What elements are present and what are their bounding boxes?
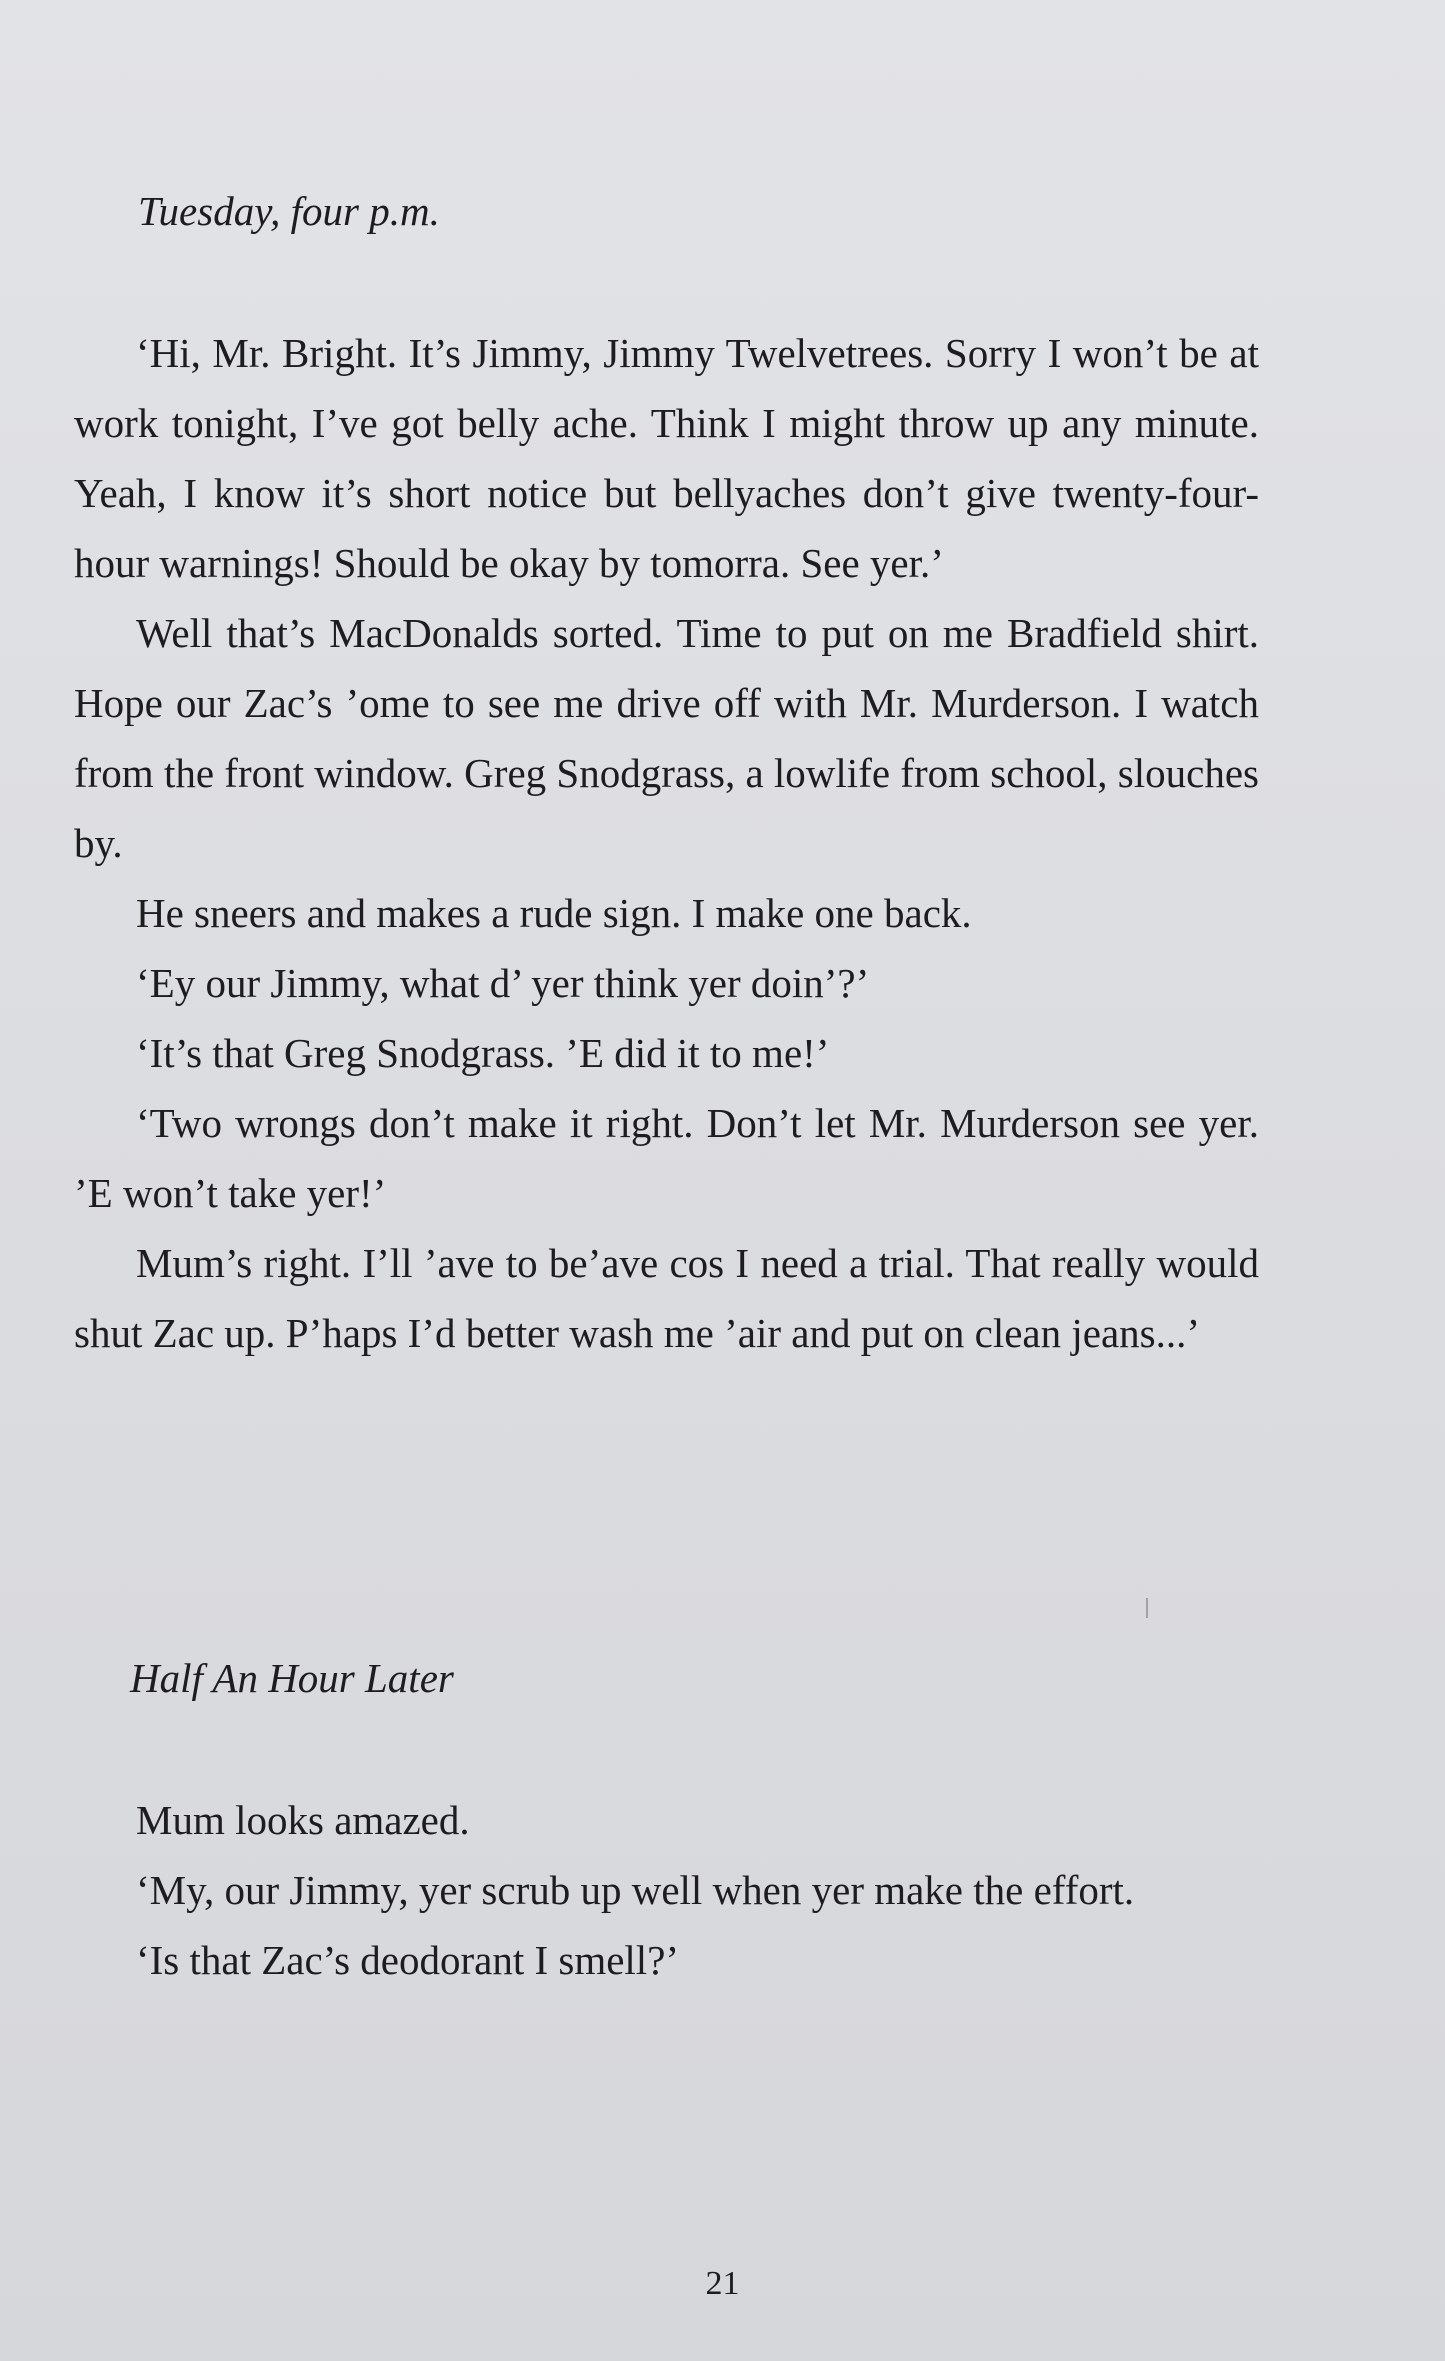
paragraph: ‘Ey our Jimmy, what d’ yer think yer doin’?’ [136, 960, 870, 1006]
page-number: 21 [705, 2265, 740, 2302]
section-body [74, 1785, 1259, 1995]
paragraph: He sneers and makes a rude sign. I make one back. [136, 890, 972, 936]
paragraph: ‘Two wrongs don’t make it right. Don’t let Mr. Murderson see yer. ’E won’t take yer!’ [74, 1100, 1259, 1216]
paragraph: ‘Hi, Mr. Bright. It’s Jimmy, Jimmy Twelvetrees. Sorry I won’t be at work tonight, I’ve got belly ache. Think I might throw up any minute. Yeah, I know it’s short notice but bellyaches don’t give twenty-four-hour warnings! Should be okay by tomorra. See yer.’ [74, 330, 1259, 586]
paragraph: ‘Is that Zac’s deodorant I smell?’ [136, 1937, 680, 1983]
section-heading: Tuesday, four p.m. [138, 188, 440, 234]
paragraph: Mum looks amazed. [136, 1797, 470, 1843]
section-half-an-hour-later [74, 1643, 1259, 1995]
paragraph: Mum’s right. I’ll ’ave to be’ave cos I need a trial. That really would shut Zac up. P’haps I’d better wash me ’air and put on clean jeans...’ [74, 1240, 1259, 1356]
section-tuesday [74, 176, 1259, 1368]
paragraph: Well that’s MacDonalds sorted. Time to put on me Bradfield shirt. Hope our Zac’s ’ome to see me drive off with Mr. Murderson. I watch from the front window. Greg Snodgrass, a lowlife from school, slouches by. [74, 610, 1259, 866]
section-body [74, 318, 1259, 1368]
paragraph: ‘My, our Jimmy, yer scrub up well when yer make the effort. [136, 1867, 1135, 1913]
paragraph: ‘It’s that Greg Snodgrass. ’E did it to me!’ [136, 1030, 830, 1076]
section-heading: Half An Hour Later [130, 1655, 454, 1701]
ink-mark [1146, 1598, 1148, 1618]
